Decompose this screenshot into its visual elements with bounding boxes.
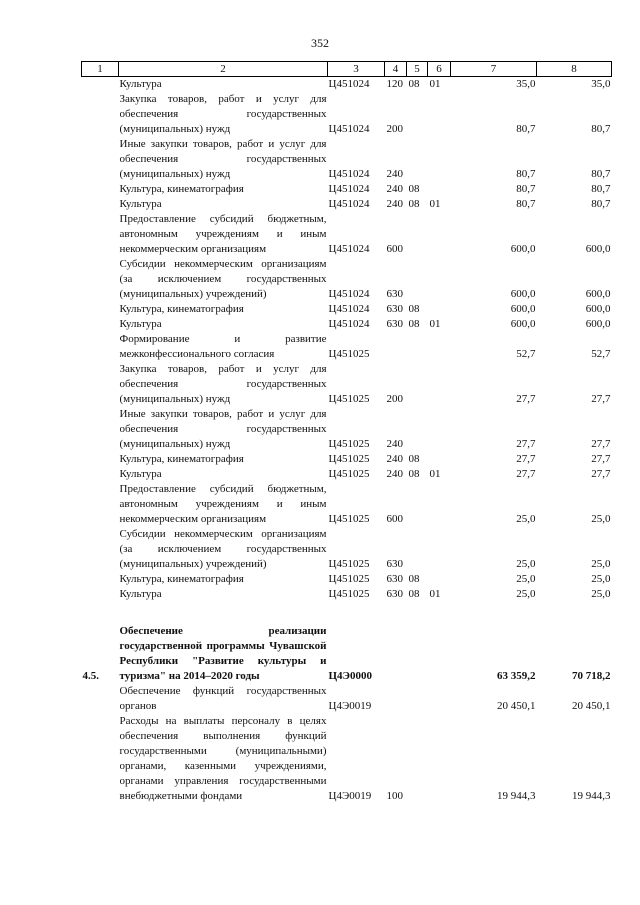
row-value-2020: 20 450,1 [572, 700, 611, 712]
row-code: Ц451025 [328, 573, 370, 585]
row-expense-type: 630 [386, 558, 403, 570]
spacer-cell [82, 602, 612, 624]
row-section: 08 [408, 198, 420, 210]
table-row [82, 572, 612, 587]
row-index [82, 92, 119, 137]
table-row [82, 212, 612, 257]
table-row [82, 317, 612, 332]
row-expense-type: 100 [386, 790, 403, 802]
row-value-2019: 80,7 [516, 168, 536, 180]
row-subsection [428, 212, 451, 257]
row-index [82, 332, 119, 362]
table-row [82, 587, 612, 602]
row-index [82, 77, 119, 93]
table-row [82, 714, 612, 804]
table-row [82, 407, 612, 452]
table-row [82, 92, 612, 137]
row-code: Ц4Э0000 [328, 670, 373, 682]
row-expense-type [385, 624, 407, 684]
row-name: Субсидии некоммерческим организациям (за исключением государственных (муниципальных) учреждений) [119, 528, 327, 570]
row-expense-type: 240 [386, 183, 403, 195]
page-number: 352 [311, 36, 329, 50]
row-index [82, 572, 119, 587]
row-value-2020: 35,0 [591, 78, 611, 90]
row-section: 08 [408, 183, 420, 195]
row-name: Культура [119, 78, 162, 90]
row-subsection [428, 482, 451, 527]
table-row [82, 302, 612, 317]
row-expense-type: 200 [386, 123, 403, 135]
row-code: Ц4Э0019 [328, 700, 372, 712]
row-value-2019: 52,7 [516, 348, 536, 360]
row-value-2019: 600,0 [510, 243, 536, 255]
row-value-2019: 80,7 [516, 198, 536, 210]
row-subsection [428, 302, 451, 317]
row-name: Предоставление субсидий бюджетным, автономным учреждениям и иным некоммерческим организациям [119, 213, 327, 255]
row-subsection [428, 362, 451, 407]
column-header: 4 [385, 62, 407, 77]
row-section [407, 482, 428, 527]
column-header: 8 [537, 62, 612, 77]
row-code: Ц451025 [328, 438, 370, 450]
row-index [82, 684, 119, 714]
row-section: 08 [408, 303, 420, 315]
table-row [82, 332, 612, 362]
row-name: Культура [119, 588, 162, 600]
table-row [82, 527, 612, 572]
row-section [407, 527, 428, 572]
row-name: Культура, кинематография [119, 453, 244, 465]
row-value-2019: 19 944,3 [497, 790, 536, 802]
row-value-2019: 27,7 [516, 468, 536, 480]
row-section [407, 684, 428, 714]
row-expense-type: 240 [386, 468, 403, 480]
row-value-2020: 27,7 [591, 453, 611, 465]
row-index [82, 317, 119, 332]
row-code: Ц451025 [328, 348, 370, 360]
row-expense-type: 630 [386, 303, 403, 315]
row-value-2019: 80,7 [516, 123, 536, 135]
row-expense-type: 600 [386, 513, 403, 525]
row-value-2020: 27,7 [591, 393, 611, 405]
table-row [82, 624, 612, 684]
row-expense-type: 600 [386, 243, 403, 255]
row-name: Культура [119, 468, 162, 480]
row-expense-type: 200 [386, 393, 403, 405]
row-name: Культура [119, 318, 162, 330]
row-value-2019: 25,0 [516, 588, 536, 600]
row-value-2020: 25,0 [591, 558, 611, 570]
row-name: Предоставление субсидий бюджетным, автономным учреждениям и иным некоммерческим организациям [119, 483, 327, 525]
row-code: Ц451025 [328, 468, 370, 480]
header-row [82, 62, 612, 77]
row-value-2020: 25,0 [591, 588, 611, 600]
table-row [82, 197, 612, 212]
row-value-2019: 27,7 [516, 393, 536, 405]
row-value-2019: 63 359,2 [497, 670, 536, 682]
row-name: Культура [119, 198, 162, 210]
row-value-2020: 80,7 [591, 123, 611, 135]
column-header: 2 [119, 62, 328, 77]
row-code: Ц451024 [328, 318, 370, 330]
row-section [407, 92, 428, 137]
table-row [82, 182, 612, 197]
row-value-2020: 600,0 [585, 243, 611, 255]
row-value-2020: 600,0 [585, 303, 611, 315]
row-index: 4.5. [82, 670, 99, 682]
row-expense-type [385, 684, 407, 714]
row-index [82, 482, 119, 527]
row-section [407, 212, 428, 257]
row-value-2019: 35,0 [516, 78, 536, 90]
row-subsection [428, 624, 451, 684]
row-code: Ц451024 [328, 183, 370, 195]
row-index [82, 527, 119, 572]
row-subsection [428, 332, 451, 362]
row-subsection [428, 452, 451, 467]
row-expense-type: 630 [386, 573, 403, 585]
row-code: Ц451025 [328, 558, 370, 570]
row-value-2020: 52,7 [591, 348, 611, 360]
column-header: 6 [428, 62, 451, 77]
row-subsection [428, 714, 451, 804]
row-code: Ц451025 [328, 588, 370, 600]
row-subsection [428, 137, 451, 182]
row-value-2020: 80,7 [591, 183, 611, 195]
row-name: Субсидии некоммерческим организациям (за исключением государственных (муниципальных) учреждений) [119, 258, 327, 300]
row-name: Культура, кинематография [119, 183, 244, 195]
row-code: Ц451024 [328, 288, 370, 300]
column-header: 3 [328, 62, 385, 77]
row-value-2020: 600,0 [585, 318, 611, 330]
row-value-2019: 80,7 [516, 183, 536, 195]
row-subsection: 01 [429, 198, 441, 210]
row-index [82, 137, 119, 182]
row-value-2020: 25,0 [591, 513, 611, 525]
row-value-2020: 27,7 [591, 438, 611, 450]
row-section [407, 407, 428, 452]
row-subsection [428, 527, 451, 572]
row-name: Культура, кинематография [119, 573, 244, 585]
row-subsection: 01 [429, 468, 441, 480]
row-name: Культура, кинематография [119, 303, 244, 315]
row-expense-type [385, 332, 407, 362]
row-section: 08 [408, 573, 420, 585]
row-index [82, 714, 119, 804]
row-index [82, 257, 119, 302]
row-section [407, 332, 428, 362]
row-value-2020: 19 944,3 [572, 790, 611, 802]
row-index [82, 362, 119, 407]
row-expense-type: 630 [386, 588, 403, 600]
row-subsection: 01 [429, 318, 441, 330]
table-row [82, 137, 612, 182]
row-name: Иные закупки товаров, работ и услуг для обеспечения государственных (муниципальных) нужд [119, 138, 327, 180]
row-subsection [428, 407, 451, 452]
row-name: Формирование и развитие межконфессионального согласия [119, 333, 327, 360]
row-index [82, 302, 119, 317]
row-index [82, 452, 119, 467]
row-name: Обеспечение функций государственных органов [119, 685, 327, 712]
table-row [82, 482, 612, 527]
row-expense-type: 240 [386, 168, 403, 180]
row-section [407, 362, 428, 407]
spacer-row [82, 602, 612, 624]
row-value-2019: 25,0 [516, 513, 536, 525]
row-code: Ц451025 [328, 513, 370, 525]
row-value-2019: 27,7 [516, 453, 536, 465]
row-index [82, 197, 119, 212]
row-section: 08 [408, 588, 420, 600]
table-row [82, 257, 612, 302]
row-expense-type: 630 [386, 288, 403, 300]
row-subsection [428, 92, 451, 137]
row-value-2019: 20 450,1 [497, 700, 536, 712]
row-name: Закупка товаров, работ и услуг для обеспечения государственных (муниципальных) нужд [119, 363, 327, 405]
row-value-2019: 600,0 [510, 303, 536, 315]
row-section [407, 624, 428, 684]
row-subsection: 01 [429, 78, 441, 90]
row-value-2020: 600,0 [585, 288, 611, 300]
table-row [82, 452, 612, 467]
row-section: 08 [408, 78, 420, 90]
row-expense-type: 120 [386, 78, 403, 90]
row-expense-type: 240 [386, 438, 403, 450]
row-subsection: 01 [429, 588, 441, 600]
row-code: Ц4Э0019 [328, 790, 372, 802]
row-value-2019: 25,0 [516, 558, 536, 570]
row-code: Ц451025 [328, 453, 370, 465]
row-subsection [428, 684, 451, 714]
row-value-2020: 80,7 [591, 198, 611, 210]
row-value-2020: 27,7 [591, 468, 611, 480]
row-index [82, 182, 119, 197]
column-header: 5 [407, 62, 428, 77]
row-code: Ц451024 [328, 303, 370, 315]
row-value-2019: 25,0 [516, 573, 536, 585]
row-value-2020: 25,0 [591, 573, 611, 585]
row-code: Ц451024 [328, 243, 370, 255]
row-code: Ц451024 [328, 78, 370, 90]
table-row [82, 77, 612, 93]
row-value-2019: 600,0 [510, 318, 536, 330]
row-value-2020: 70 718,2 [572, 670, 611, 682]
row-code: Ц451024 [328, 123, 370, 135]
row-code: Ц451024 [328, 168, 370, 180]
table-row [82, 362, 612, 407]
table-body [82, 77, 612, 805]
row-section: 08 [408, 468, 420, 480]
row-value-2019: 600,0 [510, 288, 536, 300]
budget-table [81, 61, 612, 804]
row-expense-type: 240 [386, 198, 403, 210]
row-expense-type: 630 [386, 318, 403, 330]
column-header: 1 [82, 62, 119, 77]
row-index [82, 467, 119, 482]
table-row [82, 467, 612, 482]
row-name: Обеспечение реализации государственной программы Чувашской Республики "Развитие культуры и туризма" на 2014–2020 годы [119, 625, 327, 682]
row-index [82, 407, 119, 452]
row-section: 08 [408, 453, 420, 465]
row-index [82, 212, 119, 257]
column-header: 7 [451, 62, 537, 77]
row-subsection [428, 182, 451, 197]
row-subsection [428, 257, 451, 302]
row-value-2020: 80,7 [591, 168, 611, 180]
row-section [407, 257, 428, 302]
row-expense-type: 240 [386, 453, 403, 465]
row-name: Иные закупки товаров, работ и услуг для обеспечения государственных (муниципальных) нужд [119, 408, 327, 450]
row-index [82, 587, 119, 602]
row-section [407, 137, 428, 182]
row-code: Ц451024 [328, 198, 370, 210]
row-name: Расходы на выплаты персоналу в целях обеспечения выполнения функций государственными (муниципальными) органами, казенными учреждениями, органами управления государственными внебюджетными фондами [119, 715, 327, 802]
row-name: Закупка товаров, работ и услуг для обеспечения государственных (муниципальных) нужд [119, 93, 327, 135]
table-row [82, 684, 612, 714]
row-section: 08 [408, 318, 420, 330]
row-value-2019: 27,7 [516, 438, 536, 450]
row-code: Ц451025 [328, 393, 370, 405]
row-section [407, 714, 428, 804]
row-subsection [428, 572, 451, 587]
